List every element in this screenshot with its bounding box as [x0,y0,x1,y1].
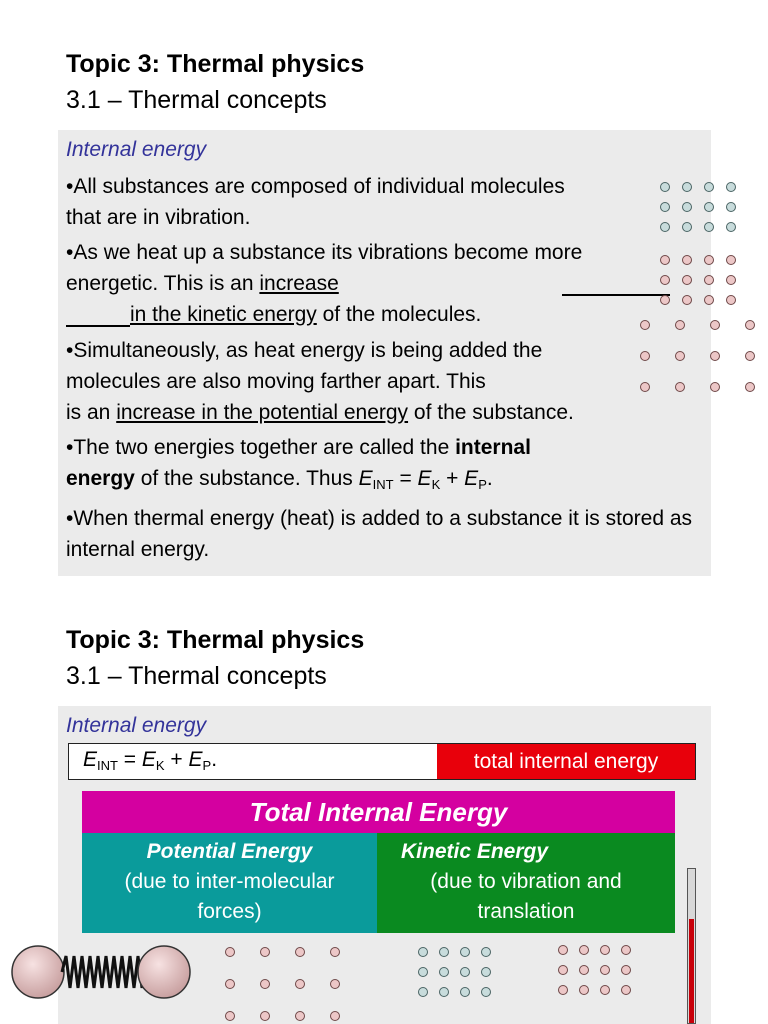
molecule-dot-icon [745,382,755,392]
molecule-dot-icon [726,295,736,305]
bullet-2-text: •As we heat up a substance its vibrations become more energetic. This is an [66,241,583,295]
molecule-dot-icon [682,202,692,212]
slide-title [66,622,364,694]
molecule-dot-icon [600,985,610,995]
eq-e2: E [141,748,156,771]
molecule-dot-icon [295,1011,305,1021]
eq-p: P [202,758,212,773]
molecule-dot-icon [621,965,631,975]
molecule-dot-icon [660,275,670,285]
molecule-dot-icon [640,351,650,361]
molecule-dot-icon [704,255,714,265]
molecule-dot-icon [726,182,736,192]
molecule-dot-icon [600,945,610,955]
eq-e3: E [464,467,479,490]
molecule-dot-icon [439,967,449,977]
molecule-dot-icon [745,320,755,330]
bullet-3-mid: is an [66,401,117,424]
molecule-dot-icon [726,202,736,212]
molecule-dot-icon [640,382,650,392]
molecule-dot-icon [225,979,235,989]
molecule-dot-icon [439,987,449,997]
kinetic-energy-desc: (due to vibration and translation [430,870,622,923]
total-internal-energy-bar: Total Internal Energy [82,791,675,833]
molecule-dot-icon [745,351,755,361]
eq-plus: + [440,467,465,490]
subheading: Internal energy [66,714,207,737]
bullet-4-bold-1: internal [455,436,531,459]
molecule-dot-icon [558,965,568,975]
molecule-dot-icon [418,967,428,977]
molecule-dot-icon [600,965,610,975]
eq-dot: . [211,748,218,771]
molecule-dot-icon [726,222,736,232]
molecule-dot-icon [558,945,568,955]
eq-equals: = [117,748,142,771]
title-line-1: Topic 3: Thermal physics [66,50,365,78]
molecule-dot-icon [710,320,720,330]
kinetic-energy-heading: Kinetic Energy [401,840,549,863]
molecule-dot-icon [682,275,692,285]
molecule-dot-icon [330,947,340,957]
bullet-2 [66,237,646,330]
molecule-dot-icon [660,182,670,192]
thermometer-fill [689,919,694,1023]
molecule-dot-icon [682,255,692,265]
molecule-dot-icon [675,320,685,330]
slide-title [66,46,364,118]
molecule-dot-icon [660,222,670,232]
molecule-dot-icon [660,202,670,212]
molecule-dot-icon [295,947,305,957]
molecule-dot-icon [621,985,631,995]
eq-k: K [431,477,441,492]
molecule-dot-icon [710,351,720,361]
molecule-dot-icon [439,947,449,957]
bullet-3-underline: increase in the potential energy [116,401,409,424]
bullet-2-underline-1: increase [259,272,339,295]
molecule-dot-icon [710,382,720,392]
bullet-2-underline-2: in the kinetic energy [130,303,317,326]
molecule-dot-icon [295,979,305,989]
bullet-3-text: •Simultaneously, as heat energy is being added the molecules are also moving farther apart. This [66,339,543,393]
subheading: Internal energy [66,138,207,161]
potential-energy-box [82,833,377,933]
molecule-dot-icon [481,967,491,977]
molecule-dot-icon [460,967,470,977]
molecule-dot-icon [579,965,589,975]
potential-energy-desc: (due to inter-molecular forces) [124,870,335,923]
underline-lead [66,325,130,327]
eq-p: P [478,477,487,492]
eq-plus: + [164,748,189,771]
molecule-dot-icon [579,985,589,995]
molecule-dot-icon [704,275,714,285]
molecule-dot-icon [418,987,428,997]
molecule-dot-icon [640,320,650,330]
bullet-2-end: of the molecules. [316,303,482,326]
molecule-dot-icon [225,1011,235,1021]
bullet-3-end: of the substance. [408,401,574,424]
eq-dot: . [486,467,493,490]
bullet-4-bold-2: energy [66,467,135,490]
molecule-dot-icon [260,1011,270,1021]
molecule-dot-icon [726,255,736,265]
molecule-dot-icon [460,947,470,957]
bullet-1: •All substances are composed of individual molecules that are in vibration. [66,175,565,229]
title-line-1: Topic 3: Thermal physics [66,626,365,654]
molecule-dot-icon [330,1011,340,1021]
equation [83,748,217,773]
bullet-4-text: •The two energies together are called the [66,436,456,459]
potential-energy-heading: Potential Energy [146,840,313,863]
molecule-dot-icon [682,222,692,232]
molecule-dot-icon [481,987,491,997]
molecule-dot-icon [621,945,631,955]
molecule-dot-icon [481,947,491,957]
bullet-3 [66,335,626,428]
slide-2 [0,590,768,1024]
total-internal-energy-label: total internal energy [437,744,695,779]
title-line-2: 3.1 – Thermal concepts [66,86,327,114]
eq-e2: E [417,467,432,490]
bullet-4 [66,432,666,500]
molecule-dot-icon [704,295,714,305]
molecule-dot-icon [675,351,685,361]
underline-extension [562,294,670,296]
molecule-dot-icon [682,182,692,192]
spring-molecule-icon [10,942,195,1002]
eq-equals: = [393,467,418,490]
molecule-dot-icon [225,947,235,957]
molecule-dot-icon [418,947,428,957]
thermometer-icon [687,868,696,1024]
eq-int: INT [97,758,118,773]
molecule-dot-icon [330,979,340,989]
molecule-dot-icon [558,985,568,995]
molecule-dot-icon [460,987,470,997]
molecule-dot-icon [726,275,736,285]
title-line-2: 3.1 – Thermal concepts [66,662,327,690]
eq-int: INT [372,477,394,492]
molecule-dot-icon [682,295,692,305]
molecule-dot-icon [704,222,714,232]
molecule-dot-icon [260,979,270,989]
molecule-dot-icon [260,947,270,957]
molecule-dot-icon [704,202,714,212]
eq-e3: E [188,748,203,771]
molecule-dot-icon [675,382,685,392]
molecule-left-icon [12,946,64,998]
kinetic-energy-box [377,833,675,933]
molecule-right-icon [138,946,190,998]
molecule-dot-icon [704,182,714,192]
eq-k: K [155,758,165,773]
bullet-5: •When thermal energy (heat) is added to a substance it is stored as internal energy. [66,507,693,561]
eq-e: E [83,748,98,771]
eq-e: E [358,467,373,490]
molecule-dot-icon [660,295,670,305]
equation-box [68,743,696,780]
molecule-dot-icon [579,945,589,955]
molecule-dot-icon [660,255,670,265]
bullet-4-mid: of the substance. Thus [134,467,359,490]
